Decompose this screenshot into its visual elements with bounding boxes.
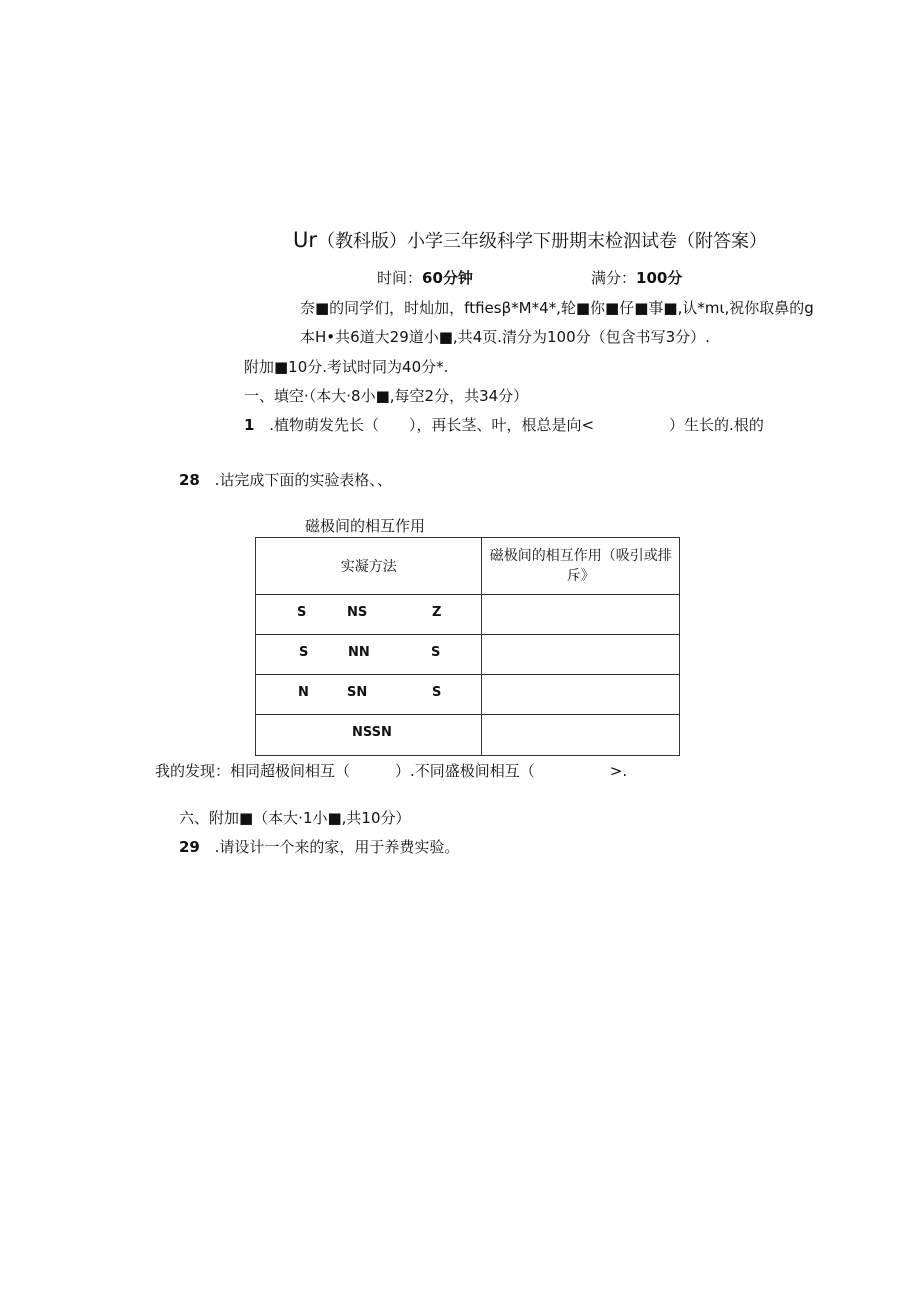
finding-line: 我的发现：相同超极间相互（ ）.不同盛极间相互（ >. [155, 762, 628, 780]
pole-label: S [299, 645, 309, 660]
section-6-heading: 六、附加■（本大·1小■,共10分） [179, 809, 411, 827]
pole-label: NS [347, 605, 368, 620]
table-row [256, 635, 680, 675]
question-28-text: .诂完成下面的实验表格、、 [214, 471, 392, 489]
magnet-table [255, 537, 680, 756]
score-value: 100分 [636, 269, 683, 287]
answer-cell[interactable] [482, 675, 680, 715]
table-row [256, 715, 680, 756]
exam-score [591, 268, 682, 288]
answer-cell[interactable] [482, 715, 680, 756]
time-value: 60分钟 [422, 269, 473, 287]
header-result: 磁极间的相互作用（吸引或排斥》 [482, 538, 680, 595]
pole-label: S [432, 685, 442, 700]
pole-label: NSSN [352, 725, 392, 740]
score-label: 满分： [591, 269, 637, 287]
question-29-number: 29 [179, 838, 200, 856]
pole-label: N [298, 685, 309, 700]
section-1-heading: 一、填空·（本大·8小■,每空2分，共34分） [244, 387, 529, 405]
title-lead: Ur [293, 228, 318, 252]
answer-cell[interactable] [482, 635, 680, 675]
pole-label: S [431, 645, 441, 660]
table-row [256, 675, 680, 715]
question-1-number: 1 [244, 416, 255, 434]
question-1-text: .植物萌发先长（ ），再长茎、叶，根总是向< ）生长的.根的 [269, 416, 764, 434]
pole-label: S [297, 605, 307, 620]
pole-label: Z [432, 605, 442, 620]
time-label: 时间： [377, 269, 423, 287]
exam-time [377, 268, 473, 288]
question-29-text: .请设计一个来的家，用于养费实验。 [214, 838, 460, 856]
header-method: 实凝方法 [256, 538, 482, 595]
title-text: （教科版）小学三年级科学下册期末检泅试卷（附答案） [317, 231, 768, 252]
pole-label: NN [348, 645, 370, 660]
pole-label: SN [347, 685, 368, 700]
intro-line-2: 本H•共6道大29道小■,共4页.清分为100分（包含书写3分）. [300, 328, 710, 346]
intro-line-1: 奈■的同学们，时灿加，ftfiesβ*M*4*,轮■你■仔■事■,认*mι,祝你取鼻的g [300, 299, 814, 317]
question-28-number: 28 [179, 471, 200, 489]
question-28 [179, 470, 392, 490]
intro-line-3: 附加■10分.考试时同为40分*. [244, 358, 449, 376]
question-1 [244, 415, 764, 435]
exam-title [293, 228, 767, 254]
answer-cell[interactable] [482, 595, 680, 635]
question-29 [179, 837, 459, 857]
table-row [256, 595, 680, 635]
table-title: 磁极间的相互作用 [305, 517, 426, 535]
